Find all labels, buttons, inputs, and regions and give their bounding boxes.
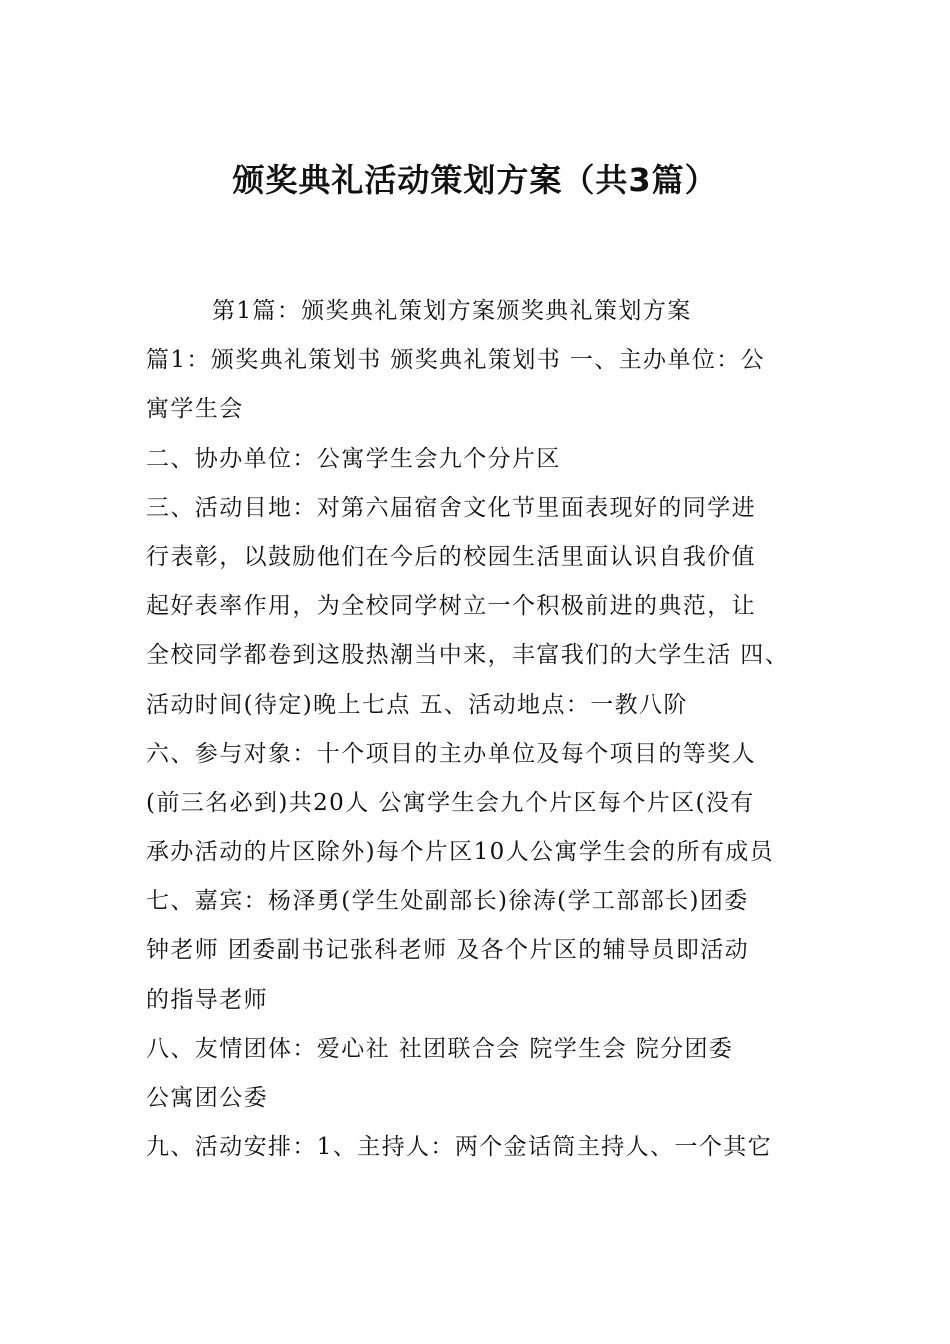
body-line: 寓学生会 [146,396,244,423]
document-title: 颁奖典礼活动策划方案（共3篇） [232,161,718,199]
body-line: 八、友情团体：爱心社 社团联合会 院学生会 院分团委 [146,1035,734,1062]
body-line: 全校同学都卷到这股热潮当中来，丰富我们的大学生活 四、 [146,642,790,669]
body-line: 公寓团公委 [146,1085,268,1111]
section-heading-line: 第1篇：颁奖典礼策划方案颁奖典礼策划方案 [212,298,692,324]
body-line: 二、协办单位：公寓学生会九个分片区 [146,445,561,472]
body-line: 承办活动的片区除外)每个片区10人公寓学生会的所有成员 [146,839,775,866]
body-line: 六、参与对象：十个项目的主办单位及每个项目的等奖人 [146,740,756,767]
body-line: 起好表率作用，为全校同学树立一个积极前进的典范，让 [146,593,756,620]
body-line: 三、活动目地：对第六届宿舍文化节里面表现好的同学进 [146,494,756,521]
body-line: 七、嘉宾：杨泽勇(学生处副部长)徐涛(学工部部长)团委 [146,888,749,915]
body-line: 九、活动安排：1、主持人：两个金话筒主持人、一个其它 [146,1134,773,1161]
body-line: (前三名必到)共20人 公寓学生会九个片区每个片区(没有 [146,789,755,816]
body-line: 篇1：颁奖典礼策划书 颁奖典礼策划书 一、主办单位：公 [146,347,766,374]
document-body [146,287,846,1172]
body-line: 活动时间(待定)晚上七点 五、活动地点：一教八阶 [146,691,688,718]
body-line: 行表彰，以鼓励他们在今后的校园生活里面认识自我价值 [146,543,756,570]
body-line: 的指导老师 [146,986,268,1013]
body-line: 钟老师 团委副书记张科老师 及各个片区的辅导员即活动 [146,937,750,964]
